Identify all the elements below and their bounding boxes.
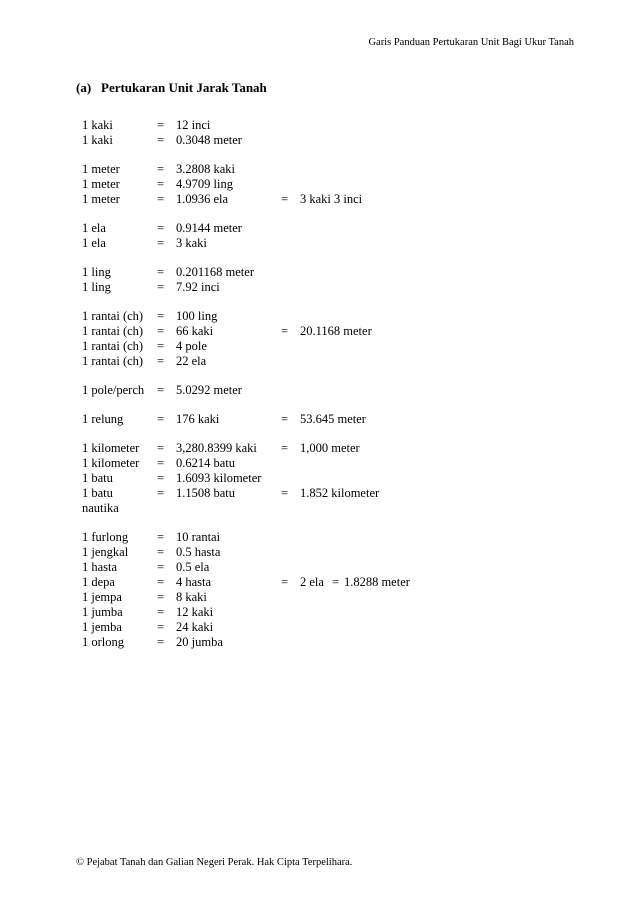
conversion-row bbox=[82, 309, 410, 324]
conversion-row bbox=[82, 324, 410, 339]
unit-lhs: 1 batu nautika bbox=[82, 486, 119, 515]
equals-sign: = bbox=[157, 383, 165, 397]
unit-lhs: 1 meter bbox=[82, 162, 120, 176]
unit-lhs: 1 ela bbox=[82, 236, 106, 250]
section-tag: (a) bbox=[76, 80, 92, 95]
unit-rhs: 0.201168 meter bbox=[176, 265, 254, 279]
unit-lhs: 1 jengkal bbox=[82, 545, 129, 559]
unit-rhs: 1.1508 batu bbox=[176, 486, 236, 500]
equals-sign: = bbox=[281, 324, 289, 338]
equals-sign: = bbox=[157, 324, 165, 338]
unit-rhs: 24 kaki bbox=[176, 620, 214, 634]
equals-sign: = bbox=[157, 354, 165, 368]
unit-rhs: 4.9709 ling bbox=[176, 177, 233, 191]
unit-equivalent: 20.1168 meter bbox=[300, 324, 372, 338]
equals-sign: = bbox=[157, 162, 165, 176]
unit-rhs: 0.5 ela bbox=[176, 560, 210, 574]
equals-sign: = bbox=[157, 236, 165, 250]
unit-rhs: 3 kaki bbox=[176, 236, 207, 250]
equals-sign: = bbox=[157, 339, 165, 353]
unit-rhs: 4 pole bbox=[176, 339, 207, 353]
unit-lhs: 1 rantai (ch) bbox=[82, 324, 144, 338]
unit-rhs: 0.9144 meter bbox=[176, 221, 242, 235]
unit-lhs: 1 meter bbox=[82, 192, 120, 206]
conversion-row bbox=[82, 471, 410, 486]
conversion-row bbox=[82, 383, 410, 398]
equals-sign: = bbox=[157, 441, 165, 455]
unit-lhs: 1 ling bbox=[82, 280, 111, 294]
conversion-group bbox=[82, 221, 410, 251]
conversion-row bbox=[82, 192, 410, 207]
equals-sign: = bbox=[157, 412, 165, 426]
conversion-row bbox=[82, 280, 410, 295]
equals-sign: = bbox=[157, 635, 165, 649]
unit-rhs: 20 jumba bbox=[176, 635, 223, 649]
conversion-row bbox=[82, 635, 410, 650]
unit-lhs: 1 ela bbox=[82, 221, 106, 235]
conversion-row bbox=[82, 456, 410, 471]
equals-sign: = bbox=[281, 486, 289, 500]
unit-lhs: 1 hasta bbox=[82, 560, 118, 574]
unit-lhs: 1 jemba bbox=[82, 620, 122, 634]
conversion-group bbox=[82, 265, 410, 295]
unit-lhs: 1 batu bbox=[82, 471, 113, 485]
equals-sign: = bbox=[281, 575, 289, 589]
equals-sign: = bbox=[157, 177, 165, 191]
unit-lhs: 1 kilometer bbox=[82, 456, 140, 470]
conversion-row bbox=[82, 133, 410, 148]
equals-sign: = bbox=[281, 192, 289, 206]
unit-lhs: 1 ling bbox=[82, 265, 111, 279]
unit-equivalent: 1,000 meter bbox=[300, 441, 360, 455]
equals-sign: = bbox=[157, 192, 165, 206]
unit-rhs: 4 hasta bbox=[176, 575, 212, 589]
unit-rhs: 5.0292 meter bbox=[176, 383, 242, 397]
footer-copyright: © Pejabat Tanah dan Galian Negeri Perak. Hak Cipta Terpelihara. bbox=[76, 857, 353, 868]
unit-lhs: 1 orlong bbox=[82, 635, 125, 649]
equals-sign: = bbox=[157, 221, 165, 235]
unit-rhs: 12 kaki bbox=[176, 605, 214, 619]
unit-equivalent: 3 kaki 3 inci bbox=[300, 192, 363, 206]
unit-rhs: 7.92 inci bbox=[176, 280, 220, 294]
equals-sign: = bbox=[157, 456, 165, 470]
unit-lhs: 1 kilometer bbox=[82, 441, 140, 455]
unit-equivalent: 1.852 kilometer bbox=[300, 486, 380, 500]
unit-lhs: 1 jumba bbox=[82, 605, 123, 619]
unit-rhs: 0.3048 meter bbox=[176, 133, 242, 147]
conversion-row bbox=[82, 118, 410, 133]
unit-rhs: 10 rantai bbox=[176, 530, 221, 544]
section-title: Pertukaran Unit Jarak Tanah bbox=[101, 80, 267, 95]
conversion-row bbox=[82, 620, 410, 635]
unit-rhs: 3.2808 kaki bbox=[176, 162, 236, 176]
equals-sign: = bbox=[157, 575, 165, 589]
unit-lhs: 1 relung bbox=[82, 412, 124, 426]
unit-lhs: 1 rantai (ch) bbox=[82, 354, 144, 368]
unit-equivalent: 2 ela bbox=[300, 575, 324, 589]
unit-lhs: 1 furlong bbox=[82, 530, 129, 544]
unit-lhs: 1 jempa bbox=[82, 590, 122, 604]
conversion-row bbox=[82, 236, 410, 251]
equals-sign: = bbox=[157, 486, 165, 500]
equals-sign: = bbox=[157, 545, 165, 559]
conversion-row bbox=[82, 339, 410, 354]
conversion-row bbox=[82, 575, 410, 590]
unit-rhs: 1.0936 ela bbox=[176, 192, 229, 206]
unit-equivalent: 53.645 meter bbox=[300, 412, 366, 426]
conversion-group bbox=[82, 383, 410, 398]
unit-equivalent: 1.8288 meter bbox=[343, 575, 410, 589]
unit-rhs: 8 kaki bbox=[176, 590, 207, 604]
unit-lhs: 1 kaki bbox=[82, 118, 113, 132]
unit-rhs: 3,280.8399 kaki bbox=[176, 441, 257, 455]
conversion-group bbox=[82, 118, 410, 148]
conversion-row bbox=[82, 486, 410, 516]
equals-sign: = bbox=[157, 118, 165, 132]
section-heading bbox=[76, 80, 267, 96]
equals-sign: = bbox=[157, 620, 165, 634]
unit-lhs: 1 pole/perch bbox=[82, 383, 145, 397]
equals-sign: = bbox=[157, 560, 165, 574]
conversion-row bbox=[82, 265, 410, 280]
conversion-group bbox=[82, 530, 410, 650]
unit-rhs: 12 inci bbox=[176, 118, 211, 132]
equals-sign: = bbox=[281, 441, 289, 455]
conversion-row bbox=[82, 530, 410, 545]
unit-rhs: 1.6093 kilometer bbox=[176, 471, 262, 485]
equals-sign: = bbox=[157, 471, 165, 485]
equals-sign: = bbox=[157, 265, 165, 279]
conversion-row bbox=[82, 177, 410, 192]
equals-sign: = bbox=[157, 280, 165, 294]
conversion-row bbox=[82, 354, 410, 369]
conversion-row bbox=[82, 412, 410, 427]
unit-lhs: 1 kaki bbox=[82, 133, 113, 147]
unit-rhs: 22 ela bbox=[176, 354, 207, 368]
equals-sign: = bbox=[331, 575, 340, 589]
equals-sign: = bbox=[157, 605, 165, 619]
unit-rhs: 0.6214 batu bbox=[176, 456, 236, 470]
equals-sign: = bbox=[157, 133, 165, 147]
unit-rhs: 0.5 hasta bbox=[176, 545, 221, 559]
equals-sign: = bbox=[157, 309, 165, 323]
unit-lhs: 1 meter bbox=[82, 177, 120, 191]
running-header: Garis Panduan Pertukaran Unit Bagi Ukur Tanah bbox=[368, 37, 574, 48]
equals-sign: = bbox=[157, 530, 165, 544]
conversion-table bbox=[82, 118, 410, 664]
unit-lhs: 1 rantai (ch) bbox=[82, 309, 144, 323]
conversion-group bbox=[82, 412, 410, 427]
conversion-row bbox=[82, 441, 410, 456]
conversion-row bbox=[82, 560, 410, 575]
unit-lhs: 1 rantai (ch) bbox=[82, 339, 144, 353]
conversion-row bbox=[82, 545, 410, 560]
conversion-group bbox=[82, 441, 410, 516]
conversion-group bbox=[82, 162, 410, 207]
unit-rhs: 176 kaki bbox=[176, 412, 220, 426]
conversion-row bbox=[82, 162, 410, 177]
conversion-row bbox=[82, 590, 410, 605]
conversion-row bbox=[82, 221, 410, 236]
equals-sign: = bbox=[157, 590, 165, 604]
unit-rhs: 100 ling bbox=[176, 309, 218, 323]
conversion-group bbox=[82, 309, 410, 369]
unit-rhs: 66 kaki bbox=[176, 324, 214, 338]
unit-lhs: 1 depa bbox=[82, 575, 115, 589]
conversion-row bbox=[82, 605, 410, 620]
equals-sign: = bbox=[281, 412, 289, 426]
